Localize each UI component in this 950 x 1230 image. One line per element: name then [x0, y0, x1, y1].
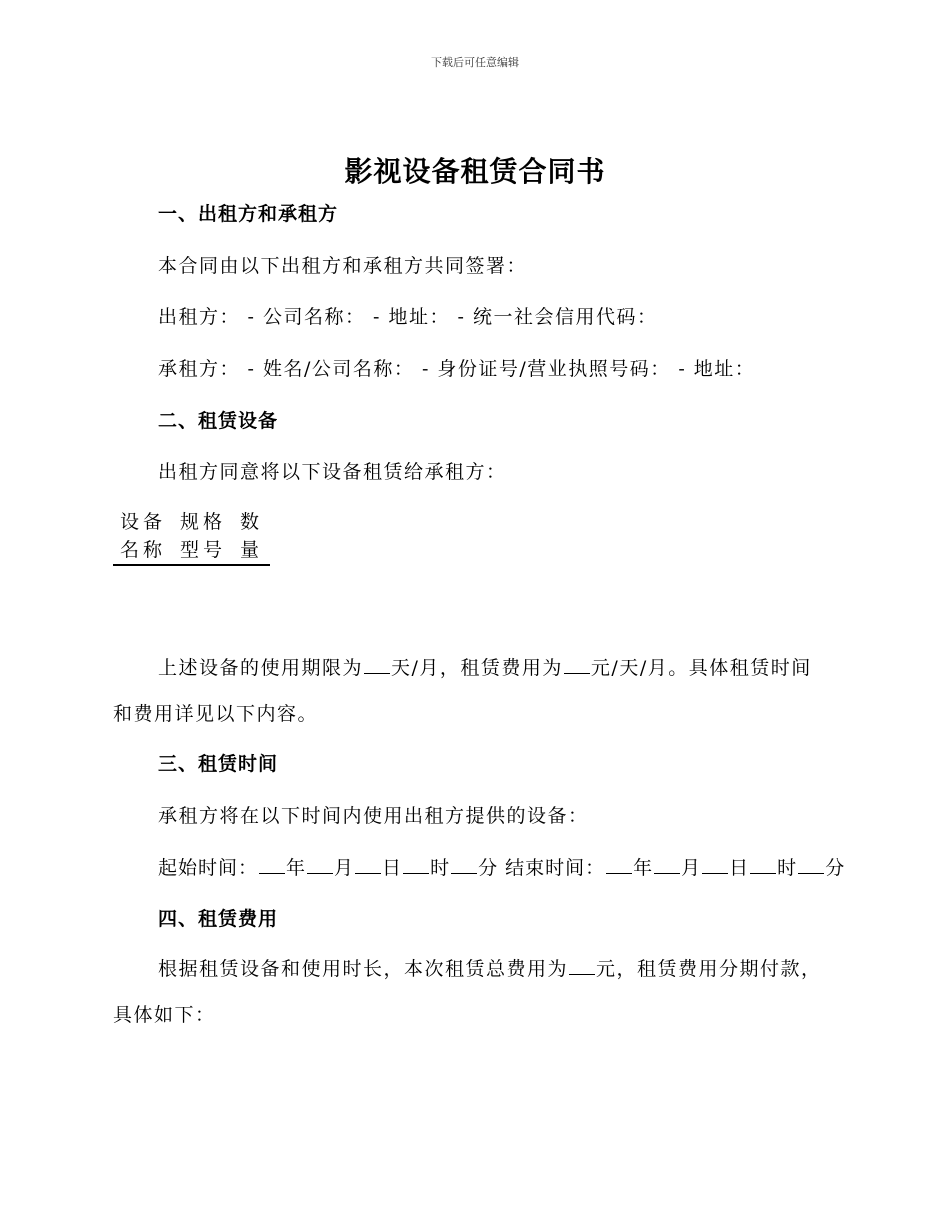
fee-text-1: 根据租赁设备和使用时长，本次租赁总费用为	[158, 958, 569, 980]
day-unit: 日	[729, 857, 750, 879]
section-2-heading: 二、租赁设备	[158, 410, 279, 432]
period-text-3: 元/天/月。具体租赁时间和费用详见以下内容。	[113, 657, 812, 725]
end-hour-blank	[750, 872, 776, 874]
end-minute-blank	[798, 872, 824, 874]
minute-unit: 分	[825, 857, 846, 879]
end-year-blank	[606, 872, 632, 874]
table-header-quantity	[233, 508, 270, 565]
year-unit: 年	[286, 857, 307, 879]
day-unit: 日	[382, 857, 403, 879]
equipment-table-header-row	[113, 508, 270, 565]
header-line: 名称	[120, 539, 167, 561]
end-day-blank	[702, 872, 728, 874]
section-1-heading: 一、出租方和承租方	[158, 203, 339, 225]
table-header-equipment-name	[113, 508, 173, 565]
section-3-intro: 承租方将在以下时间内使用出租方提供的设备：	[158, 805, 589, 827]
section-3-heading: 三、租赁时间	[158, 753, 279, 775]
time-range-line	[158, 853, 845, 880]
lessor-line: 出租方： - 公司名称： - 地址： - 统一社会信用代码：	[158, 306, 658, 328]
table-header-spec-model	[173, 508, 233, 565]
header-line: 量	[240, 539, 264, 561]
start-time-label: 起始时间：	[158, 857, 259, 879]
start-month-blank	[307, 872, 333, 874]
end-time-label: 分 结束时间：	[478, 857, 606, 879]
start-day-blank	[355, 872, 381, 874]
equipment-table	[113, 508, 270, 566]
start-minute-blank	[451, 872, 477, 874]
start-year-blank	[259, 872, 285, 874]
header-line: 规格	[180, 511, 227, 533]
section-2-intro: 出租方同意将以下设备租赁给承租方：	[158, 461, 507, 483]
header-line: 型号	[180, 539, 227, 561]
document-title: 影视设备租赁合同书	[344, 155, 606, 188]
year-unit: 年	[633, 857, 654, 879]
hour-unit: 时	[777, 857, 798, 879]
usage-period-paragraph	[113, 645, 823, 737]
total-fee-blank	[569, 973, 595, 975]
hour-unit: 时	[430, 857, 451, 879]
fee-text-2: 元，租赁费用分期付款，具体如下：	[113, 958, 822, 1026]
header-line: 数	[240, 511, 264, 533]
days-blank	[364, 672, 390, 674]
fee-blank	[564, 672, 590, 674]
section-4-heading: 四、租赁费用	[158, 908, 279, 930]
month-unit: 月	[681, 857, 702, 879]
fee-paragraph	[113, 946, 823, 1038]
month-unit: 月	[334, 857, 355, 879]
section-1-intro: 本合同由以下出租方和承租方共同签署：	[158, 255, 528, 277]
period-text-2: 天/月，租赁费用为	[391, 657, 563, 679]
header-note: 下载后可任意编辑	[431, 56, 519, 69]
header-line: 设备	[120, 511, 167, 533]
start-hour-blank	[403, 872, 429, 874]
period-text-1: 上述设备的使用期限为	[158, 657, 364, 679]
lessee-line: 承租方： - 姓名/公司名称： - 身份证号/营业执照号码： - 地址：	[158, 358, 756, 380]
end-month-blank	[654, 872, 680, 874]
